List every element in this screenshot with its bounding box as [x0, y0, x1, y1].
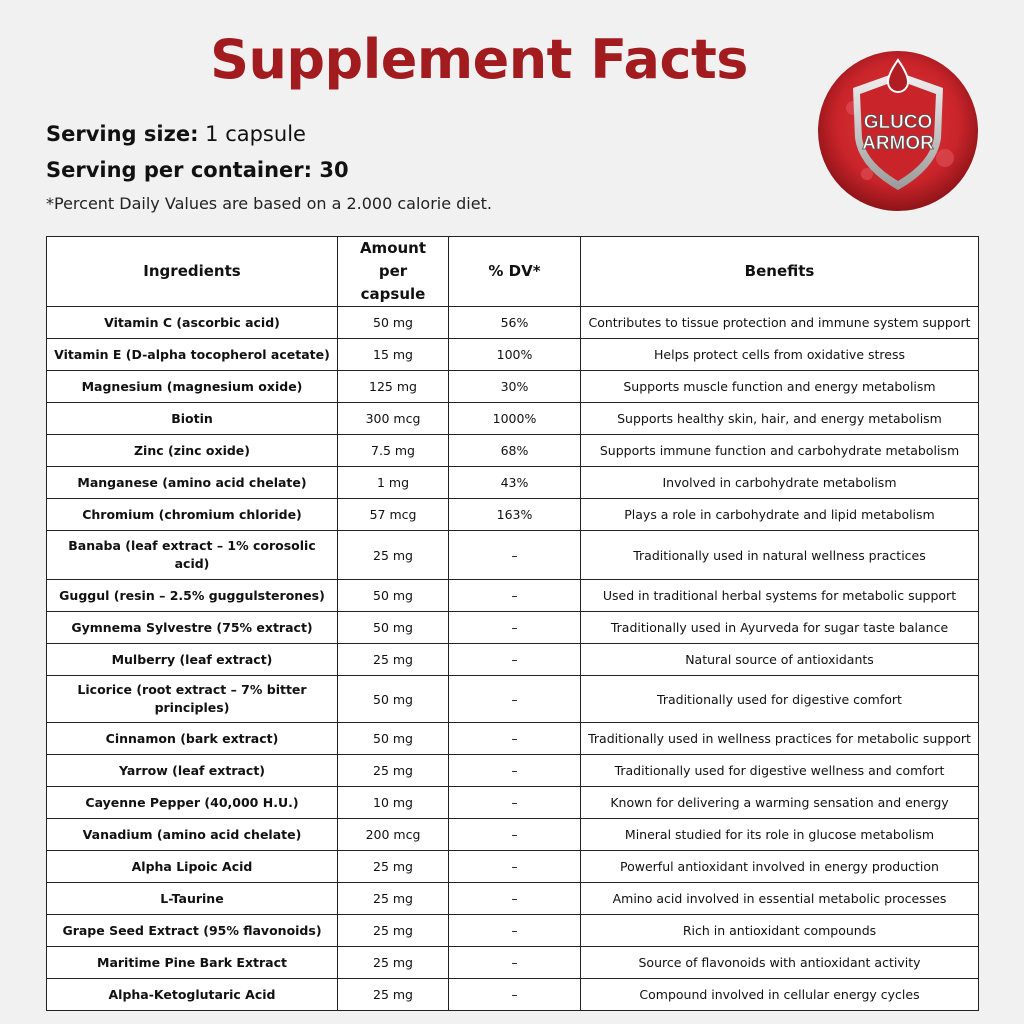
benefit-cell: Compound involved in cellular energy cycles — [581, 979, 979, 1011]
benefit-cell: Traditionally used for digestive comfort — [581, 676, 979, 723]
amount-cell: 25 mg — [338, 915, 449, 947]
ingredient-cell: L-Taurine — [47, 883, 338, 915]
daily-value-note: *Percent Daily Values are based on a 2.000 calorie diet. — [46, 194, 492, 213]
dv-cell: – — [449, 883, 581, 915]
table-row — [47, 467, 979, 499]
table-row — [47, 499, 979, 531]
serving-per-container — [46, 158, 349, 182]
table-row — [47, 851, 979, 883]
logo-line2: ARMOR — [862, 133, 934, 154]
dv-cell: – — [449, 612, 581, 644]
table-row — [47, 883, 979, 915]
table-row — [47, 371, 979, 403]
ingredient-cell: Vanadium (amino acid chelate) — [47, 819, 338, 851]
table-row — [47, 819, 979, 851]
amount-cell: 200 mcg — [338, 819, 449, 851]
amount-cell: 1 mg — [338, 467, 449, 499]
amount-cell: 50 mg — [338, 676, 449, 723]
table-row — [47, 339, 979, 371]
dv-cell: 43% — [449, 467, 581, 499]
amount-cell: 25 mg — [338, 644, 449, 676]
benefit-cell: Supports immune function and carbohydrate metabolism — [581, 435, 979, 467]
table-row — [47, 644, 979, 676]
table-row — [47, 580, 979, 612]
ingredient-cell: Guggul (resin – 2.5% guggulsterones) — [47, 580, 338, 612]
ingredient-cell: Banaba (leaf extract – 1% corosolic acid) — [47, 531, 338, 580]
table-row — [47, 723, 979, 755]
table-row — [47, 403, 979, 435]
table-row — [47, 947, 979, 979]
ingredient-cell: Maritime Pine Bark Extract — [47, 947, 338, 979]
amount-cell: 10 mg — [338, 787, 449, 819]
amount-cell: 25 mg — [338, 531, 449, 580]
ingredient-cell: Vitamin C (ascorbic acid) — [47, 307, 338, 339]
table-row — [47, 612, 979, 644]
benefit-cell: Traditionally used in wellness practices for metabolic support — [581, 723, 979, 755]
ingredient-cell: Vitamin E (D-alpha tocopherol acetate) — [47, 339, 338, 371]
blood-drop-shield-logo — [817, 50, 979, 212]
ingredient-cell: Cayenne Pepper (40,000 H.U.) — [47, 787, 338, 819]
dv-cell: – — [449, 676, 581, 723]
amount-cell: 25 mg — [338, 851, 449, 883]
amount-cell: 125 mg — [338, 371, 449, 403]
ingredient-cell: Cinnamon (bark extract) — [47, 723, 338, 755]
dv-cell: – — [449, 979, 581, 1011]
amount-cell: 50 mg — [338, 612, 449, 644]
benefit-cell: Source of flavonoids with antioxidant activity — [581, 947, 979, 979]
ingredient-cell: Grape Seed Extract (95% flavonoids) — [47, 915, 338, 947]
benefit-cell: Traditionally used in Ayurveda for sugar taste balance — [581, 612, 979, 644]
dv-cell: – — [449, 644, 581, 676]
dv-cell: – — [449, 580, 581, 612]
amount-cell: 25 mg — [338, 755, 449, 787]
amount-cell: 300 mcg — [338, 403, 449, 435]
dv-cell: – — [449, 947, 581, 979]
serving-per-container-label: Serving per container: 30 — [46, 158, 349, 182]
header-ingredients: Ingredients — [47, 237, 338, 307]
logo-line1: GLUCO — [863, 112, 933, 133]
header-dv: % DV* — [449, 237, 581, 307]
amount-cell: 25 mg — [338, 947, 449, 979]
benefit-cell: Used in traditional herbal systems for metabolic support — [581, 580, 979, 612]
dv-cell: – — [449, 915, 581, 947]
dv-cell: – — [449, 755, 581, 787]
dv-cell: 68% — [449, 435, 581, 467]
table-row — [47, 787, 979, 819]
benefit-cell: Natural source of antioxidants — [581, 644, 979, 676]
supplement-facts-table — [46, 236, 979, 1011]
benefit-cell: Traditionally used for digestive wellness and comfort — [581, 755, 979, 787]
ingredient-cell: Biotin — [47, 403, 338, 435]
table-row — [47, 531, 979, 580]
ingredient-cell: Alpha-Ketoglutaric Acid — [47, 979, 338, 1011]
ingredient-cell: Licorice (root extract – 7% bitter principles) — [47, 676, 338, 723]
table-row — [47, 435, 979, 467]
amount-cell: 50 mg — [338, 307, 449, 339]
benefit-cell: Involved in carbohydrate metabolism — [581, 467, 979, 499]
serving-size-label: Serving size: — [46, 122, 199, 146]
amount-cell: 25 mg — [338, 883, 449, 915]
dv-cell: 100% — [449, 339, 581, 371]
table-header-row — [47, 237, 979, 307]
benefit-cell: Contributes to tissue protection and immune system support — [581, 307, 979, 339]
benefit-cell: Supports muscle function and energy metabolism — [581, 371, 979, 403]
serving-size-value: 1 capsule — [205, 122, 306, 146]
ingredient-cell: Magnesium (magnesium oxide) — [47, 371, 338, 403]
amount-cell: 7.5 mg — [338, 435, 449, 467]
dv-cell: 163% — [449, 499, 581, 531]
dv-cell: 1000% — [449, 403, 581, 435]
benefit-cell: Supports healthy skin, hair, and energy metabolism — [581, 403, 979, 435]
ingredient-cell: Gymnema Sylvestre (75% extract) — [47, 612, 338, 644]
dv-cell: – — [449, 723, 581, 755]
benefit-cell: Rich in antioxidant compounds — [581, 915, 979, 947]
benefit-cell: Powerful antioxidant involved in energy production — [581, 851, 979, 883]
ingredient-cell: Zinc (zinc oxide) — [47, 435, 338, 467]
ingredient-cell: Mulberry (leaf extract) — [47, 644, 338, 676]
serving-size — [46, 122, 306, 146]
ingredient-cell: Alpha Lipoic Acid — [47, 851, 338, 883]
table-row — [47, 676, 979, 723]
header-benefits: Benefits — [581, 237, 979, 307]
dv-cell: 30% — [449, 371, 581, 403]
amount-cell: 50 mg — [338, 580, 449, 612]
amount-cell: 57 mcg — [338, 499, 449, 531]
dv-cell: – — [449, 531, 581, 580]
benefit-cell: Plays a role in carbohydrate and lipid metabolism — [581, 499, 979, 531]
amount-cell: 50 mg — [338, 723, 449, 755]
amount-cell: 15 mg — [338, 339, 449, 371]
dv-cell: – — [449, 819, 581, 851]
benefit-cell: Traditionally used in natural wellness practices — [581, 531, 979, 580]
table-row — [47, 979, 979, 1011]
table-row — [47, 307, 979, 339]
dv-cell: – — [449, 851, 581, 883]
dv-cell: 56% — [449, 307, 581, 339]
benefit-cell: Helps protect cells from oxidative stress — [581, 339, 979, 371]
ingredient-cell: Chromium (chromium chloride) — [47, 499, 338, 531]
benefit-cell: Mineral studied for its role in glucose metabolism — [581, 819, 979, 851]
benefit-cell: Amino acid involved in essential metabolic processes — [581, 883, 979, 915]
header-amount: Amount per capsule — [338, 237, 449, 307]
table-row — [47, 915, 979, 947]
benefit-cell: Known for delivering a warming sensation and energy — [581, 787, 979, 819]
ingredient-cell: Manganese (amino acid chelate) — [47, 467, 338, 499]
amount-cell: 25 mg — [338, 979, 449, 1011]
ingredient-cell: Yarrow (leaf extract) — [47, 755, 338, 787]
dv-cell: – — [449, 787, 581, 819]
page-title: Supplement Facts — [210, 28, 748, 91]
table-row — [47, 755, 979, 787]
